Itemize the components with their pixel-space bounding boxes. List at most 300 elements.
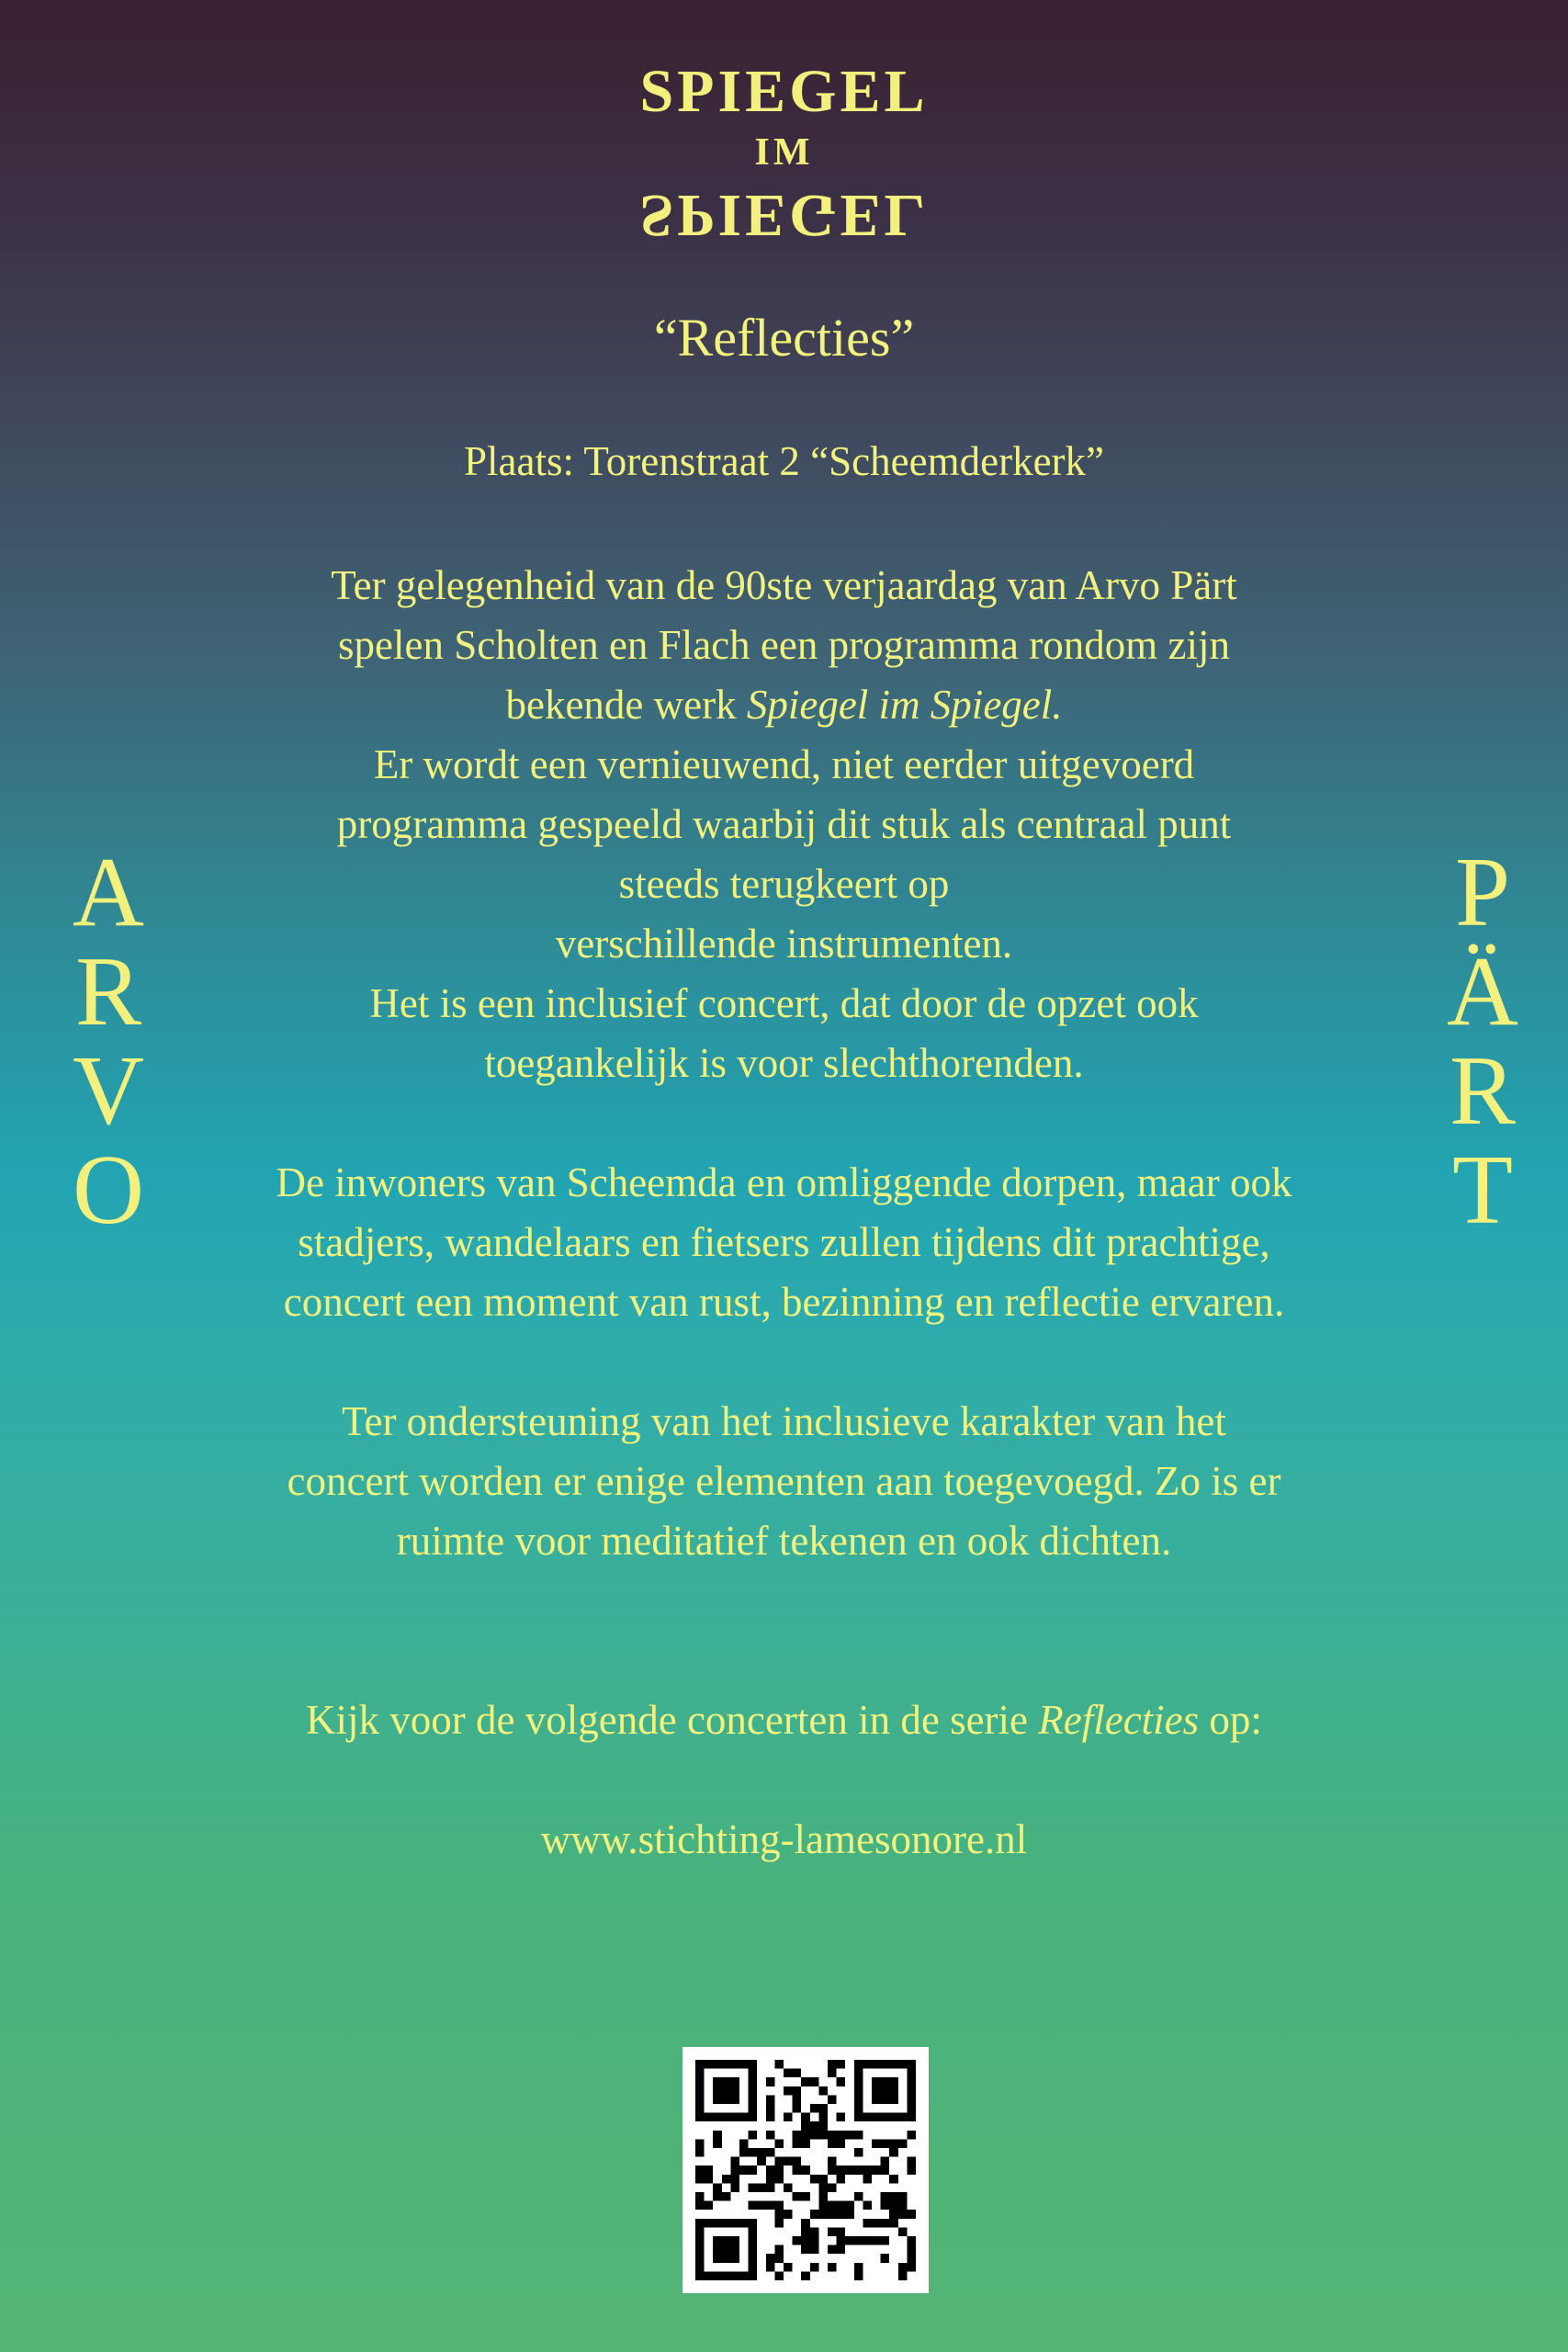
qr-module [881,2254,890,2263]
side-letter: V [73,1036,144,1146]
qr-module [837,2139,846,2148]
qr-module [730,2113,739,2122]
qr-module [713,2219,722,2228]
qr-module [881,2113,890,2122]
qr-module [713,2192,722,2201]
qr-module [818,2175,828,2184]
qr-module [881,2219,890,2228]
qr-module [774,2271,784,2280]
qr-module [766,2175,775,2184]
qr-module [881,2060,890,2069]
qr-module [749,2219,758,2228]
qr-module [863,2236,872,2245]
qr-module [695,2139,705,2148]
qr-module [863,2175,872,2184]
qr-module [854,2148,863,2157]
qr-module [907,2157,916,2166]
qr-module [713,2245,722,2255]
qr-module [695,2227,705,2236]
qr-module [774,2165,784,2175]
qr-module [766,2113,775,2122]
qr-module [889,2086,898,2096]
qr-module [889,2113,898,2122]
paragraph-line: steeds terugkeert op [618,861,950,907]
qr-module [872,2165,881,2175]
side-text-arvo [44,838,173,1245]
qr-module [793,2165,802,2175]
qr-module [695,2060,705,2069]
qr-module [818,2121,828,2131]
qr-module [766,2263,775,2272]
paragraph-line: De inwoners van Scheemda en omliggende dorpen, maar ook [276,1159,1292,1205]
qr-module [730,2271,739,2280]
qr-module [898,2210,908,2219]
qr-module [749,2245,758,2255]
qr-module [774,2254,784,2263]
qr-module [801,2271,810,2280]
qr-module [898,2113,908,2122]
work-title-italic: Spiegel im Spiegel. [746,682,1063,728]
qr-module [907,2245,916,2255]
qr-module [854,2271,863,2280]
side-letter: A [73,838,144,947]
qr-module [845,2201,854,2211]
qr-module [801,2245,810,2255]
qr-module [730,2219,739,2228]
qr-module [818,2131,828,2140]
qr-module [749,2060,758,2069]
qr-module [749,2236,758,2245]
qr-module [749,2271,758,2280]
qr-module [739,2271,749,2280]
qr-module [784,2113,793,2122]
qr-module [810,2245,819,2255]
qr-module [828,2245,837,2255]
qr-module [881,2139,890,2148]
qr-module [695,2219,705,2228]
qr-module [774,2175,784,2184]
qr-module [713,2236,722,2245]
qr-module [837,2227,846,2236]
qr-module [818,2192,828,2201]
qr-module [784,2210,793,2219]
qr-module [749,2148,758,2157]
side-letter: O [73,1136,144,1245]
location-text: Plaats: Torenstraat 2 “Scheemderkerk” [464,438,1104,484]
qr-module [713,2095,722,2104]
qr-module [828,2060,837,2069]
qr-module [898,2263,908,2272]
qr-module [907,2236,916,2245]
paragraph-line [156,675,1412,735]
qr-module [907,2210,916,2219]
qr-module [730,2095,739,2104]
qr-module [828,2227,837,2236]
qr-module [872,2113,881,2122]
qr-module [801,2165,810,2175]
qr-module [828,2157,837,2166]
qr-module [749,2263,758,2272]
qr-module [872,2060,881,2069]
qr-module [898,2060,908,2069]
qr-module [793,2069,802,2078]
qr-module [854,2069,863,2078]
qr-module [801,2139,810,2148]
qr-module [837,2165,846,2175]
qr-module [784,2263,793,2272]
qr-module [695,2095,705,2104]
audience-paragraph [156,1153,1412,1332]
qr-module [739,2113,749,2122]
paragraph-line: concert worden er enige elementen aan toegevoegd. Zo is er [287,1458,1281,1504]
qr-module [705,2271,714,2280]
qr-module [872,2139,881,2148]
qr-module [818,2113,828,2122]
qr-module [774,2210,784,2219]
qr-module [722,2254,731,2263]
qr-module [907,2131,916,2140]
qr-module [739,2165,749,2175]
qr-module [801,2077,810,2086]
qr-module [784,2183,793,2192]
qr-module [774,2060,784,2069]
qr-module [695,2263,705,2272]
paragraph-line: toegankelijk is voor slechthorenden. [484,1040,1084,1086]
qr-module [872,2077,881,2086]
qr-module [801,2236,810,2245]
qr-module [854,2131,863,2140]
qr-module [774,2157,784,2166]
qr-module [730,2236,739,2245]
qr-module [749,2113,758,2122]
qr-module [739,2139,749,2148]
qr-module [881,2165,890,2175]
qr-module [828,2069,837,2078]
qr-module [881,2157,890,2166]
qr-module [730,2060,739,2069]
qr-module [774,2201,784,2211]
qr-module [837,2113,846,2122]
series-subtitle: “Reflecties” [653,308,915,368]
qr-module [810,2077,819,2086]
qr-module [810,2104,819,2113]
qr-module [881,2201,890,2211]
qr-module [713,2183,722,2192]
qr-module [801,2121,810,2131]
qr-module [749,2183,758,2192]
side-letter: R [74,937,142,1046]
cta-prefix: Kijk voor de volgende concerten in de serie [306,1697,1039,1743]
qr-module [854,2113,863,2122]
qr-module [872,2236,881,2245]
qr-module [889,2175,898,2184]
qr-module [722,2175,731,2184]
qr-module [722,2271,731,2280]
qr-module [749,2254,758,2263]
qr-module [810,2236,819,2245]
qr-module [907,2104,916,2113]
qr-module [837,2131,846,2140]
qr-module [722,2192,731,2201]
qr-module [722,2086,731,2096]
qr-module [889,2139,898,2148]
qr-module [801,2113,810,2122]
qr-module [757,2183,766,2192]
qr-module [907,2069,916,2078]
qr-module [881,2192,890,2201]
qr-module [695,2113,705,2122]
qr-module [766,2077,775,2086]
qr-module [907,2263,916,2272]
qr-module [749,2095,758,2104]
paragraph-line: Ter gelegenheid van de 90ste verjaardag van Arvo Pärt [331,562,1237,608]
title-line-im: IM [754,131,814,174]
qr-module [722,2077,731,2086]
qr-module [784,2069,793,2078]
qr-module [713,2060,722,2069]
qr-module [766,2148,775,2157]
cta-suffix: op: [1199,1697,1262,1743]
qr-module [793,2104,802,2113]
title-line-spiegel: SPIEGEL [639,58,929,125]
qr-module [757,2157,766,2166]
qr-module [907,2060,916,2069]
qr-module [793,2139,802,2148]
qr-module [793,2131,802,2140]
qr-module [766,2104,775,2113]
qr-module [730,2077,739,2086]
qr-module [818,2104,828,2113]
title-line-spiegel-mirrored: SPIEGEL [639,182,929,249]
paragraph-line: concert een moment van rust, bezinning en reflectie ervaren. [283,1279,1285,1325]
qr-module [889,2219,898,2228]
qr-module [828,2210,837,2219]
qr-module [907,2095,916,2104]
qr-module [907,2254,916,2263]
qr-module [872,2219,881,2228]
qr-module [713,2271,722,2280]
qr-module [793,2086,802,2096]
qr-module [837,2210,846,2219]
cta-series-italic: Reflecties [1038,1697,1200,1743]
qr-module [837,2077,846,2086]
qr-module [907,2086,916,2096]
qr-module [749,2165,758,2175]
qr-module [705,2219,714,2228]
qr-module [854,2095,863,2104]
qr-module [705,2175,714,2184]
qr-module [793,2236,802,2245]
qr-module [695,2104,705,2113]
qr-module [828,2165,837,2175]
qr-module [863,2219,872,2228]
qr-module [695,2165,705,2175]
qr-module [810,2227,819,2236]
qr-module [907,2113,916,2122]
qr-module [774,2139,784,2148]
qr-module [801,2192,810,2201]
qr-module [722,2236,731,2245]
qr-module [749,2227,758,2236]
qr-module [863,2060,872,2069]
qr-module [828,2131,837,2140]
qr-module [863,2165,872,2175]
qr-module [898,2227,908,2236]
qr-module [695,2271,705,2280]
qr-module [739,2060,749,2069]
qr-module [774,2219,784,2228]
qr-module [705,2060,714,2069]
qr-module [854,2104,863,2113]
qr-module [793,2157,802,2166]
qr-module [837,2236,846,2245]
paragraph-line: programma gespeeld waarbij dit stuk als centraal punt [336,801,1232,847]
qr-module [695,2069,705,2078]
qr-module [845,2210,854,2219]
qr-module [730,2175,739,2184]
qr-module [713,2254,722,2263]
side-letter: Ä [1447,937,1518,1046]
qr-module [749,2077,758,2086]
qr-module [810,2263,819,2272]
qr-module [889,2095,898,2104]
qr-module [705,2201,714,2211]
qr-module [793,2095,802,2104]
qr-module [898,2192,908,2201]
qr-module [854,2263,863,2272]
cta-line [156,1690,1412,1750]
qr-module [837,2175,846,2184]
qr-module [705,2165,714,2175]
qr-module [766,2183,775,2192]
qr-module [722,2219,731,2228]
qr-module [774,2245,784,2255]
cta-paragraph [156,1690,1412,1750]
qr-module [730,2245,739,2255]
qr-module [749,2201,758,2211]
qr-module [739,2148,749,2157]
concert-title [0,58,1568,249]
qr-module [730,2157,739,2166]
paragraph-line-text: bekende werk [505,682,747,728]
qr-module [828,2201,837,2211]
qr-module [810,2210,819,2219]
qr-module [757,2201,766,2211]
qr-module [818,2086,828,2096]
qr-module [730,2165,739,2175]
qr-module [810,2175,819,2184]
qr-module [828,2263,837,2272]
qr-module [766,2201,775,2211]
qr-module [749,2069,758,2078]
qr-module [695,2245,705,2255]
qr-module [784,2157,793,2166]
qr-module [854,2192,863,2201]
qr-module [828,2139,837,2148]
qr-module [818,2201,828,2211]
qr-module [757,2148,766,2157]
qr-module [845,2236,854,2245]
qr-module [749,2086,758,2096]
qr-module [907,2165,916,2175]
qr-module [872,2095,881,2104]
qr-module [810,2121,819,2131]
qr-module [749,2131,758,2140]
qr-module [695,2192,705,2201]
qr-module [810,2131,819,2140]
qr-module [713,2077,722,2086]
side-letter: P [1454,838,1511,947]
paragraph-line: verschillende instrumenten. [555,921,1013,967]
qr-module [801,2227,810,2236]
qr-module [749,2104,758,2113]
qr-module [872,2086,881,2096]
inclusive-paragraph [156,1392,1412,1571]
qr-module [845,2165,854,2175]
qr-module [784,2086,793,2096]
qr-module [881,2236,890,2245]
qr-module [854,2165,863,2175]
qr-module [695,2077,705,2086]
intro-paragraph [156,556,1412,1093]
qr-code[interactable] [682,2047,929,2293]
qr-module [766,2254,775,2263]
qr-module [722,2060,731,2069]
paragraph-line: spelen Scholten en Flach een programma rondom zijn [338,622,1230,668]
qr-module [898,2139,908,2148]
qr-module [705,2113,714,2122]
qr-module [889,2210,898,2219]
qr-module [730,2183,739,2192]
qr-module [713,2086,722,2096]
qr-module [713,2131,722,2140]
qr-module [845,2131,854,2140]
qr-module [722,2113,731,2122]
qr-module [766,2095,775,2104]
qr-module [881,2086,890,2096]
qr-module [837,2245,846,2255]
qr-module [801,2131,810,2140]
qr-module [722,2095,731,2104]
qr-module [793,2192,802,2201]
qr-module [695,2148,705,2157]
qr-module [828,2183,837,2192]
qr-module [818,2210,828,2219]
qr-module [713,2139,722,2148]
side-letter: T [1452,1136,1513,1245]
qr-module [854,2077,863,2086]
qr-module [881,2077,890,2086]
qr-module [889,2201,898,2211]
paragraph-line: Het is een inclusief concert, dat door de opzet ook [369,980,1199,1026]
qr-module [854,2086,863,2096]
qr-module [739,2219,749,2228]
qr-module [881,2095,890,2104]
qr-module [730,2086,739,2096]
qr-module [828,2095,837,2104]
website-link[interactable]: www.stichting-lamesonore.nl [540,1816,1028,1862]
qr-module [837,2201,846,2211]
qr-module [695,2254,705,2263]
qr-module [730,2254,739,2263]
qr-module [695,2236,705,2245]
qr-module [863,2113,872,2122]
qr-module [818,2183,828,2192]
qr-module [766,2131,775,2140]
qr-module [766,2165,775,2175]
qr-module [854,2060,863,2069]
qr-module [722,2245,731,2255]
